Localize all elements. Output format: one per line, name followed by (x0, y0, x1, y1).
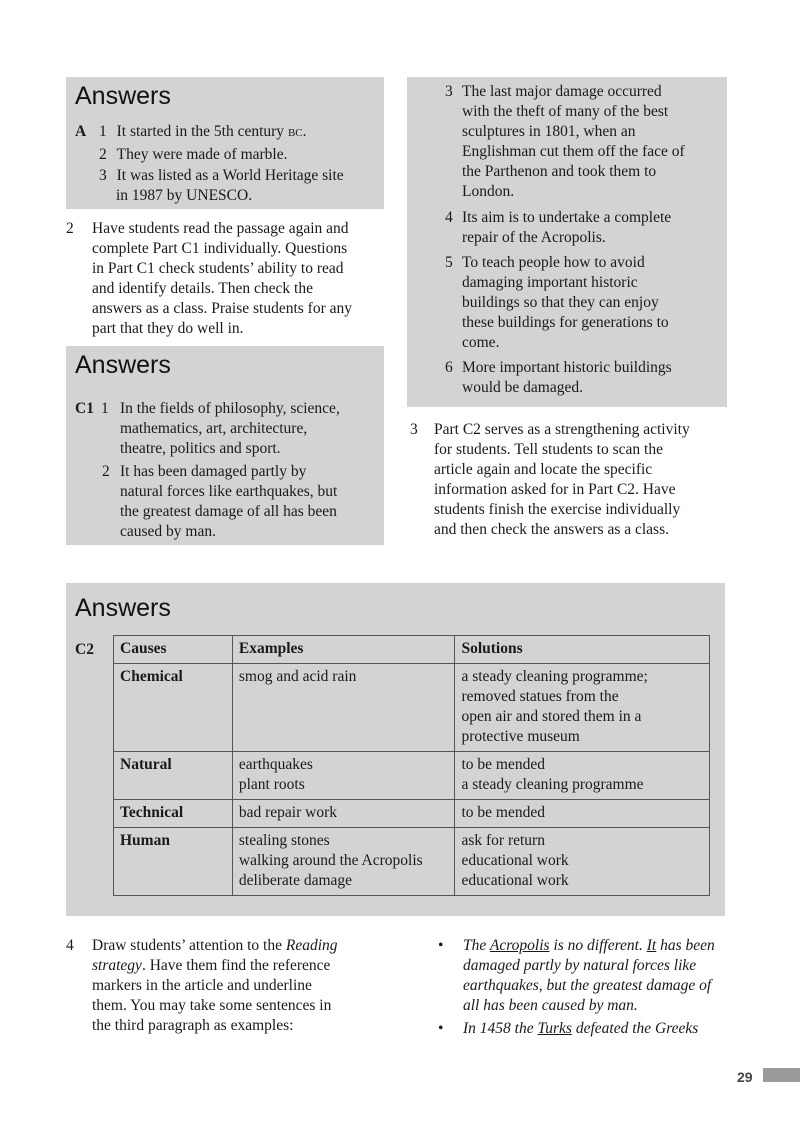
answer-a-2: 2 They were made of marble. (99, 146, 288, 163)
solutions-cell: to be mended (455, 800, 710, 828)
footer-bar (763, 1068, 800, 1082)
cause-cell: Human (114, 828, 233, 896)
table-row (114, 828, 710, 896)
bullet-example-2: In 1458 the Turks defeated the Greeks (463, 1020, 699, 1037)
answers-heading-a: Answers (75, 82, 171, 110)
answer-c1-6-num: 6 (445, 359, 453, 376)
answer-c1-1-text: In the fields of philosophy, science, mathematics, art, architecture, theatre, politics and sport. (120, 400, 340, 457)
answer-c1-2: 2 (102, 463, 110, 480)
answer-a-3-cont: in 1987 by UNESCO. (116, 187, 253, 204)
solutions-cell: to be mended a steady cleaning programme (455, 752, 710, 800)
examples-cell: bad repair work (232, 800, 455, 828)
bullet-dot-icon: • (438, 1020, 444, 1037)
step-4-number: 4 (66, 937, 74, 954)
bullet-example-1: The Acropolis is no different. It has been damaged partly by natural forces like earthquakes, but the greatest damage of all has been caused by man. (463, 937, 715, 1014)
answer-label-c1: C1 (75, 400, 94, 417)
examples-cell: earthquakes plant roots (232, 752, 455, 800)
header-causes: Causes (114, 636, 233, 664)
header-examples: Examples (232, 636, 455, 664)
answer-c1-6-text: More important historic buildings would be damaged. (462, 359, 672, 396)
answer-c1-3-text: The last major damage occurred with the theft of many of the best sculptures in 1801, when an Englishman cut them off the face of the Parthenon and took them to London. (462, 83, 685, 200)
cause-cell: Natural (114, 752, 233, 800)
answer-c1-2-text: It has been damaged partly by natural forces like earthquakes, but the greatest damage of all has been caused by man. (120, 463, 338, 540)
header-solutions: Solutions (455, 636, 710, 664)
causes-table (113, 635, 710, 896)
answer-a-1: 1 It started in the 5th century BC. (99, 123, 307, 140)
page-number: 29 (737, 1069, 753, 1085)
answer-c1-5-text: To teach people how to avoid damaging important historic buildings so that they can enjoy these buildings for generations to come. (462, 254, 669, 351)
table-row (114, 664, 710, 752)
bullet-dot-icon: • (438, 937, 444, 954)
answer-label-a: A (75, 123, 87, 140)
examples-cell: smog and acid rain (232, 664, 455, 752)
answer-c1-1: 1 (101, 400, 109, 417)
table-header-row (114, 636, 710, 664)
answer-c1-3-num: 3 (445, 83, 453, 100)
step-3-text: Part C2 serves as a strengthening activity for students. Tell students to scan the article again and locate the specific information asked for in Part C2. Have students finish the exercise individually and then check the answers as a class. (434, 421, 690, 538)
step-2-text: Have students read the passage again and complete Part C1 individually. Questions in Part C1 check students’ ability to read and identify details. Then check the answers as a class. Praise students for any part that they do well in. (92, 220, 352, 337)
answer-c1-4-num: 4 (445, 209, 453, 226)
answers-heading-c2: Answers (75, 594, 171, 622)
cause-cell: Chemical (114, 664, 233, 752)
solutions-cell: a steady cleaning programme; removed statues from the open air and stored them in a protective museum (455, 664, 710, 752)
table-row (114, 800, 710, 828)
answer-a-3: 3 It was listed as a World Heritage site (99, 167, 344, 184)
answers-heading-c1: Answers (75, 351, 171, 379)
step-4-text: Draw students’ attention to the Reading strategy. Have them find the reference markers in the article and underline them. You may take some sentences in the third paragraph as examples: (92, 937, 338, 1034)
answer-label-c2: C2 (75, 641, 94, 658)
table-row (114, 752, 710, 800)
cause-cell: Technical (114, 800, 233, 828)
solutions-cell: ask for return educational work educational work (455, 828, 710, 896)
answer-c1-4-text: Its aim is to undertake a complete repair of the Acropolis. (462, 209, 672, 246)
step-3-number: 3 (410, 421, 418, 438)
answer-c1-5-num: 5 (445, 254, 453, 271)
examples-cell: stealing stones walking around the Acropolis deliberate damage (232, 828, 455, 896)
step-2-number: 2 (66, 220, 74, 237)
